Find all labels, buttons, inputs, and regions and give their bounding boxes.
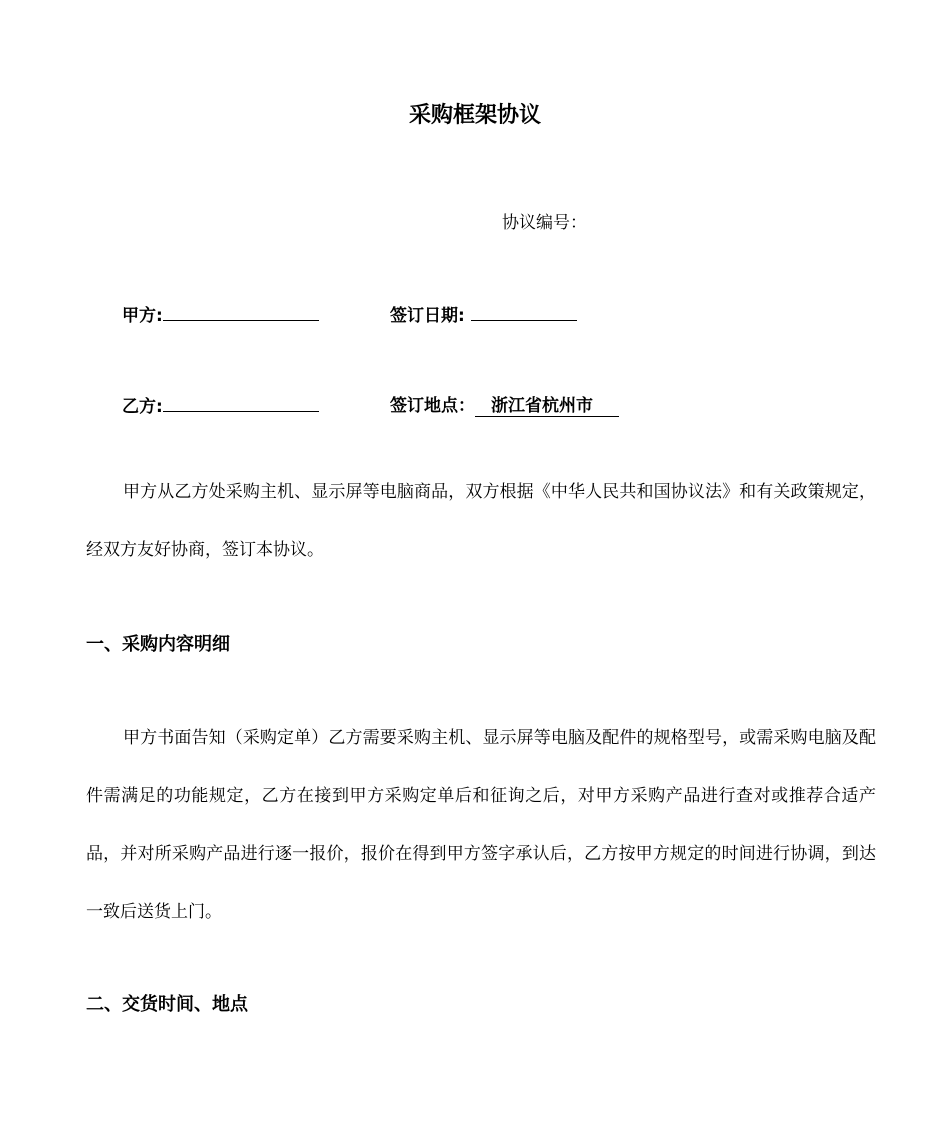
sign-date-blank <box>471 300 577 321</box>
party-b-field <box>122 391 319 417</box>
sign-place-label: 签订地点： <box>390 396 475 416</box>
section-1-paragraph: 甲方书面告知（采购定单）乙方需要采购主机、显示屏等电脑及配件的规格型号，或需采购电脑及配件需满足的功能规定，乙方在接到甲方采购定单后和征询之后，对甲方采购产品进行查对或推荐合适产品，并对所采购产品进行逐一报价，报价在得到甲方签字承认后，乙方按甲方规定的时间进行协调，到达一致后送货上门。 <box>86 728 876 922</box>
document-title: 采购框架协议 <box>408 103 541 128</box>
agreement-number-label: 协议编号： <box>502 213 587 233</box>
sign-place-value: 浙江省杭州市 <box>475 396 619 417</box>
party-b-label: 乙方: <box>122 397 163 417</box>
party-a-blank <box>163 300 319 321</box>
party-a-label: 甲方: <box>122 306 163 326</box>
intro-paragraph: 甲方从乙方处采购主机、显示屏等电脑商品，双方根据《中华人民共和国协议法》和有关政策规定，经双方友好协商，签订本协议。 <box>86 482 876 560</box>
section-2-heading: 二、交货时间、地点 <box>86 994 248 1015</box>
sign-date-field <box>390 300 577 326</box>
sign-place-field <box>390 391 619 417</box>
party-a-field <box>122 300 319 326</box>
party-b-blank <box>163 391 319 412</box>
sign-date-label: 签订日期: <box>390 306 465 326</box>
section-1-heading: 一、采购内容明细 <box>86 634 230 655</box>
